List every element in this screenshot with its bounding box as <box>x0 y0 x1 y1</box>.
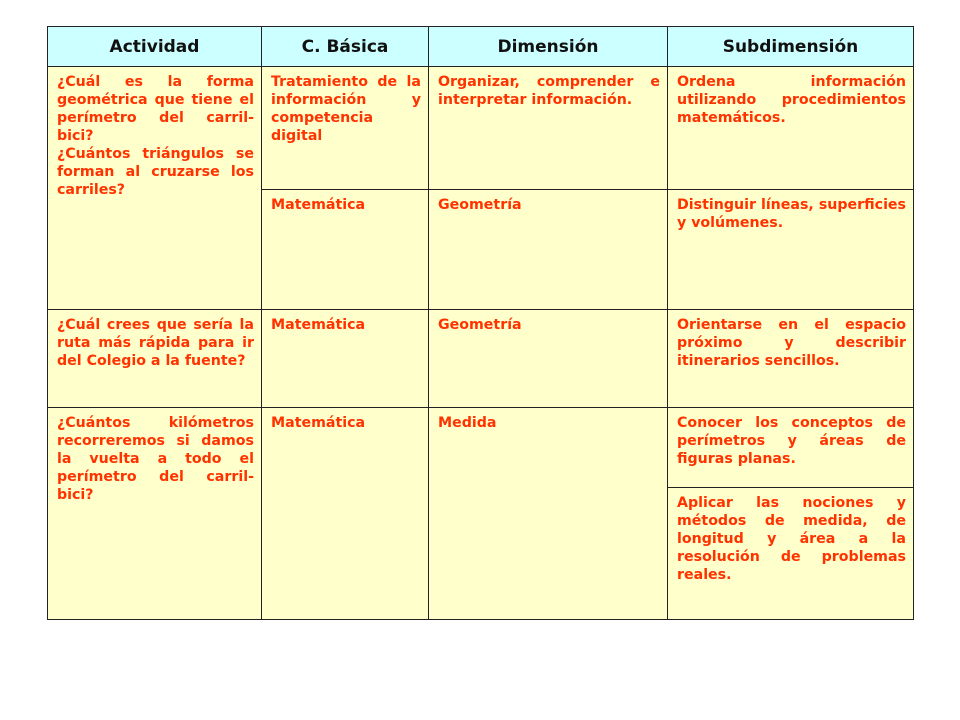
subdimension-cell: Conocer los conceptos de perímetros y áreas de figuras planas. <box>668 408 914 488</box>
basica-cell: Matemática <box>262 190 429 310</box>
subdimension-cell: Aplicar las nociones y métodos de medida, de longitud y área a la resolución de problemas reales. <box>668 488 914 620</box>
actividad-cell: ¿Cuántos kilómetros recorreremos si damos la vuelta a todo el perímetro del carril-bici? <box>48 408 262 620</box>
subdimension-cell: Orientarse en el espacio próximo y describir itinerarios sencillos. <box>668 310 914 408</box>
subdimension-cell: Ordena información utilizando procedimientos matemáticos. <box>668 67 914 190</box>
actividad-text: ¿Cuántos triángulos se forman al cruzarse los carriles? <box>57 146 254 198</box>
actividad-text: ¿Cuál es la forma geométrica que tiene el perímetro del carril-bici? <box>57 74 254 144</box>
dimension-cell: Geometría <box>429 310 668 408</box>
subdimension-cell: Distinguir líneas, superficies y volúmenes. <box>668 190 914 310</box>
basica-cell: Matemática <box>262 310 429 408</box>
dimension-cell: Geometría <box>429 190 668 310</box>
competency-table <box>47 26 914 620</box>
header-dimension: Dimensión <box>429 27 668 67</box>
dimension-cell: Organizar, comprender e interpretar información. <box>429 67 668 190</box>
header-actividad: Actividad <box>48 27 262 67</box>
header-subdimension: Subdimensión <box>668 27 914 67</box>
actividad-cell <box>48 67 262 310</box>
header-c-basica: C. Básica <box>262 27 429 67</box>
basica-cell: Matemática <box>262 408 429 620</box>
table-row <box>48 67 914 190</box>
table-row <box>48 408 914 488</box>
table-row <box>48 310 914 408</box>
header-row <box>48 27 914 67</box>
dimension-cell: Medida <box>429 408 668 620</box>
actividad-cell: ¿Cuál crees que sería la ruta más rápida para ir del Colegio a la fuente? <box>48 310 262 408</box>
basica-cell: Tratamiento de la información y competencia digital <box>262 67 429 190</box>
